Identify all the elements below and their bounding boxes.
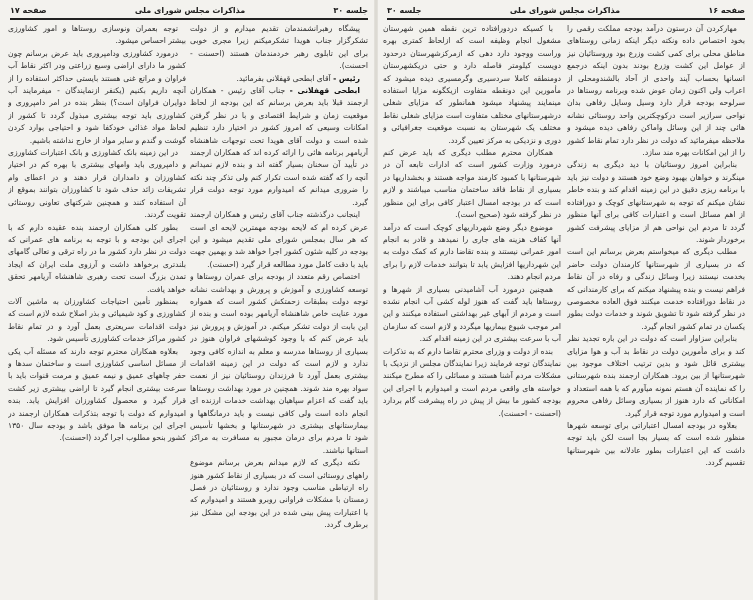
paragraph <box>567 246 745 333</box>
speaker-name: ابطحی قهفلانی - <box>289 86 361 96</box>
paragraph <box>8 346 186 445</box>
paragraph-text: درمورد کشاورزی ودامپروری باید عرض برسانم چون کشور ما دارای اراضی وسیع زراعتی ودر اکثر نقاط آب فراوان و مراتع غنی هستند بایستی حداکثر استفاده را از آنچه داریم بکنیم (یکنفر ازنمایندگان - میفرمایند آب دوایران فراوان است؟) بنظر بنده در امر دامپروری و کشاورزی باید توجه بیشتری مبذول گردد تا کشور از لحاظ مواد غذائی خودکفا شود و احتیاجی بوارد کردن گوشت و گندم و سایر مواد از خارج نداشته باشیم. <box>8 48 186 145</box>
paragraph <box>190 271 368 457</box>
paragraph <box>190 209 368 271</box>
session-number: جلسه ۳۰ <box>333 5 368 15</box>
left-page <box>0 0 376 600</box>
session-number: جلسه ۳۰ <box>387 5 422 15</box>
paragraph <box>8 147 186 221</box>
paragraph-text: بمنظور تأمین احتیاجات کشاورزان به ماشین آلات کشاورزی و کود شیمیائی و بذر اصلاح شده لازم است که دولت اقدامات سریعتری بعمل آورد و در تمام نقاط کشور مراکز خدمات کشاورزی تأسیس شود. <box>8 296 186 344</box>
text-column-left <box>8 23 186 596</box>
paragraph <box>383 147 561 221</box>
paragraph-text: پیشگاه رهبرانشمندمان تقدیم میدارم و از دولت تشکرگزار جناب هویدا تشکرمیکنم زیرا مجری خوبی برای این تابلوی رهبر خردمندمان هستند (احسنت - احسنت). <box>190 24 368 71</box>
paragraph-text: جناب آقای رئیس - همکاران ارجمند قبلا باید بعرض برسانم که این بودجه از لحاظ موقعیت زمان و شرایط اقتصادی و با در نظر گرفتن امکانات وسیعی که امروز کشور در اختیار دارد تنظیم شده است و دولت آقای هویدا تحت توجهات شاهنشاه آریامهر برنامه هائی را ارائه کرده اند که همکاران ارجمند در تأیید آن سخنان بسیار گفته اند و بنده لازم نمیدانم آنچه را که گفته شده است تکرار کنم ولی تذکر چند نکته را ضروری میدانم که امیدوارم مورد توجه دولت قرار گیرد. <box>190 86 368 207</box>
paragraph-text: اختصاص رقم متعدد از بودجه برای عمران روستاها و توسعه کشاورزی و آموزش و پرورش و بهداشت نشانه توجه دولت بطبقات زحمتکش کشور است که همواره مورد عنایت خاص شاهنشاه آریامهر بوده است و بنده از این بابت از دولت تشکر میکنم. در آموزش و پرورش نیز باید عرض کنم که با وجود کوششهای فراوان هنوز در بسیاری از روستاها مدرسه و معلم به اندازه کافی وجود ندارد و لازم است که دولت در این زمینه اقدامات بیشتری بعمل آورد تا فرزندان روستائیان نیز از نعمت سواد بهره مند شوند. همچنین در مورد بهداشت روستاها باید گفت که اعزام سپاهیان بهداشت خدمات ارزنده ای انجام داده است ولی کافی نیست و باید درمانگاهها و بیمارستانهای بیشتری در شهرستانها و بخشها تأسیس شود تا مردم برای درمان مجبور به مسافرت به مراکز استانها نباشند. <box>190 272 368 455</box>
paragraph-text: بعلاوه در بودجه امسال اعتباراتی برای توسعه شهرها منظور شده است که بسیار بجا است لکن باید توجه داشت که این اعتبارات بطور عادلانه بین شهرستانها تقسیم گردد. <box>567 421 745 468</box>
paragraph-text: بنابراین امروز روستائیان با دید دیگری به زندگی مینگرند و خواهان بهبود وضع خود هستند و دولت نیز باید با برنامه ریزی دقیق در این زمینه اقدام کند و بنده خاطر نشان میکنم که توجه به شهرستانهای کوچک و دورافتاده از اهم مسائل است و اعتبارات کافی برای آنها منظور گردد تا مردم این نواحی هم از مزایای پیشرفت کشور برخوردار شوند. <box>567 160 745 244</box>
paragraph-text: در این زمینه بانک کشاورزی و بانک اعتبارات کشاورزی و دامپروری باید وامهای بیشتری با بهره کم در اختیار کشاورزان و دامداران قرار دهند و در اعطای وام تشریفات زائد حذف شود تا کشاورزان بتوانند بموقع از آن استفاده کنند و همچنین شرکتهای تعاونی روستائی تقویت گردند. <box>8 148 186 220</box>
paragraph <box>190 85 368 209</box>
publication-title: مذاکرات مجلس شورای ملی <box>134 5 246 15</box>
paragraph-text: همچنین درمورد آب آشامیدنی بسیاری از شهرها و روستاها باید گفت که هنوز لوله کشی آب انجام نشده است و مردم از آبهای غیر بهداشتی استفاده میکنند و این امر موجب شیوع بیماریها میگردد و لازم است که سازمان آب با سرعت بیشتری در این زمینه اقدام کند. <box>383 284 561 344</box>
paragraph-text: بعلاوه همکاران محترم توجه دارند که مسئله آب یکی از مسائل اساسی کشاورزی است و ساختمان سدها و حفر چاههای عمیق و نیمه عمیق و مرمت قنوات باید با سرعت بیشتری انجام گیرد تا اراضی بیشتری زیر کشت قرار گیرد و محصول کشاورزان افزایش یابد. بنده امیدوارم که دولت با توجه بتذکرات همکاران ارجمند در اجرای این برنامه ها موفق باشد و بودجه سال ۱۳۵۰ کشور بنحو مطلوب اجرا گردد (احسنت). <box>8 346 186 443</box>
paragraph <box>383 284 561 346</box>
paragraph <box>8 48 186 147</box>
paragraph <box>8 222 186 296</box>
paragraph-text: موضوع دیگر وضع شهرداریهای کوچک است که درآمد آنها کفاف هزینه های جاری را نمیدهد و قادر به انجام امور عمرانی نیستند و بنده تقاضا دارم که کمک دولت به این شهرداریها افزایش یابد تا بتوانند خدمات لازم را برای مردم انجام دهند. <box>383 222 561 282</box>
speaker-name: رئیس - <box>333 73 360 83</box>
publication-title: مذاکرات مجلس شورای ملی <box>509 5 621 15</box>
paragraph <box>190 457 368 531</box>
paragraph-text: بنده از دولت و وزرای محترم تقاضا دارم که به تذکرات نمایندگان توجه فرمایند زیرا نمایندگان مجلس از نزدیک با مشکلات مردم آشنا هستند و مسائلی را که مطرح میکنند خواسته های واقعی مردم است و امیدوارم با اجرای این بودجه کشور ما بیش از پیش در راه پیشرفت گام بردارد (احسنت - احسنت). <box>383 346 561 418</box>
paragraph-text: توجه بعمران ونوسازی روستاها و امور کشاورزی بیشتر احساس میشود. <box>8 24 186 46</box>
paragraph-text: مهارکردن آن درستون درآمد بودجه مملکت رقمی را بخود اختصاص داده ونکته دیگر اینکه زمانی روستاهای مناطق محلی برای کمی کشت وزرع بود وروستائیان نیز از عوامل این کشت وزرع بودند بدون اینکه درجمع انسانها بحساب آیند واحدی از آحاد بالشندومحلی از اعراب ولی اکنون زمان عوض شده وبرنامه روستاها در سرلوحه بودجه قرار دارد وسیل وسایل رفاهی بدان نواحی سرازیر است درکوچکترین واحد روستائی نشانه هائی چند از این وسائل واماکن رفاهی دیده میشود و ملاحظه میفرمائید که دولت در نظر دارد تمام نقاط کشور را از این امکانات بهره مند سازد. <box>567 24 745 158</box>
paragraph-text: همکاران محترم مطلب دیگری که باید عرض کنم درمورد وزارت کشور است که ادارات تابعه آن در شهرستانها با کمبود کارمند مواجه هستند و بخشداریها در بسیاری از نقاط فاقد ساختمان مناسب میباشند و لازم است که در بودجه امسال اعتبار کافی برای این منظور در نظر گرفته شود (صحیح است). <box>383 148 561 220</box>
paragraph <box>383 23 561 147</box>
paragraph <box>567 159 745 246</box>
text-column-right <box>190 23 368 596</box>
paragraph-text: مطلب دیگری که میخواستم بعرض برسانم این است که در بسیاری از شهرستانها کارمندان دولت حاضر بخدمت نیستند زیرا وسائل زندگی و رفاه در آن نقاط فراهم نیست و بنده پیشنهاد میکنم که برای کارمندانی که در نقاط دورافتاده خدمت میکنند فوق العاده مخصوصی در نظر گرفته شود تا تشویق شوند و خدمات دولت بطور یکسان در تمام کشور انجام گیرد. <box>567 247 745 331</box>
paragraph <box>190 73 368 85</box>
page-number: صفحه ۱۷ <box>10 5 47 15</box>
paragraph-text: بنابراین سزاوار است که دولت در این باره تجدید نظر کند و برای مأمورین دولت در نقاط بد آب و هوا مزایای بیشتری قائل شود و بدین ترتیب اختلاف موجود بین شهرستانها از بین برود. همکاران ارجمند بنده شهرستانی را که نماینده آن هستم نمونه میآورم که با همه استعداد و امکاناتی که دارد هنوز از بسیاری وسائل رفاهی محروم است و امیدوارم مورد توجه قرار گیرد. <box>567 334 745 418</box>
page-header <box>387 3 745 17</box>
paragraph-text: آقای ابطحی قهفلانی بفرمائید. <box>236 73 331 83</box>
text-column-left <box>383 23 561 596</box>
paragraph <box>383 346 561 420</box>
paragraph <box>190 23 368 73</box>
right-page <box>377 0 753 600</box>
paragraph <box>567 420 745 470</box>
header-rule <box>387 18 745 20</box>
page-number: صفحه ۱۶ <box>708 5 745 15</box>
paragraph <box>567 23 745 159</box>
paragraph <box>567 333 745 420</box>
header-rule <box>10 18 368 20</box>
paragraph <box>383 222 561 284</box>
text-column-right <box>567 23 745 596</box>
paragraph <box>8 23 186 48</box>
paragraph-text: بطور کلی همکاران ارجمند بنده عقیده دارم که با اجرای این بودجه و با توجه به برنامه های عمرانی که دولت در نظر دارد کشور ما در راه ترقی و تعالی گامهای بلندتری برخواهد داشت و آرزوی ملت ایران که ایجاد تمدن بزرگ است تحت رهبری شاهنشاه آریامهر تحقق خواهد یافت. <box>8 222 186 294</box>
paragraph-text: اینجانب درگذشته جناب آقای رئیس و همکاران ارجمند عرض کرده ام که لایحه بودجه مهمترین لایحه ای است که هر سال بمجلس شورای ملی تقدیم میشود و این بودجه در کلیه شئون کشور اجرا خواهد شد و بهمین جهت باید با دقت کامل مورد مطالعه قرار گیرد (احسنت). <box>190 210 368 269</box>
page-header <box>10 3 368 17</box>
paragraph <box>8 296 186 346</box>
paragraph-text: با کسیکه دردورافتاده ترین نقطه همین شهرستان مشغول انجام وظیفه است که ازلحاظ کمتری بهره وراست ووجود دارد دهی که ازمرکزشهرستان درحدود دویست کیلومتر فاصله دارد و حتی دریکشهرستان دومنطقه کاملا سردسیری وگرمسیری دیده میشود که مأمورین این دونقطه متفاوت ازیکگونه مزایا استفاده مینمایند پیشنهاد میشود همانطور که مزایای شغلی درشهرستانهای مختلف متفاوت است مزایای شغلی نقاط مختلف یک شهرستان به نسبت موقعیت جغرافیائی و دوری و نزدیکی به مرکز تعیین گردد. <box>383 24 561 145</box>
paragraph-text: نکته دیگری که لازم میدانم بعرض برسانم موضوع راههای روستائی است که در بسیاری از نقاط کشور هنوز راه ارتباطی مناسب وجود ندارد و روستائیان در فصل زمستان با مشکلات فراوانی روبرو هستند و امیدوارم که با اعتبارات پیش بینی شده در این بودجه این مشکل نیز برطرف گردد. <box>190 458 368 530</box>
